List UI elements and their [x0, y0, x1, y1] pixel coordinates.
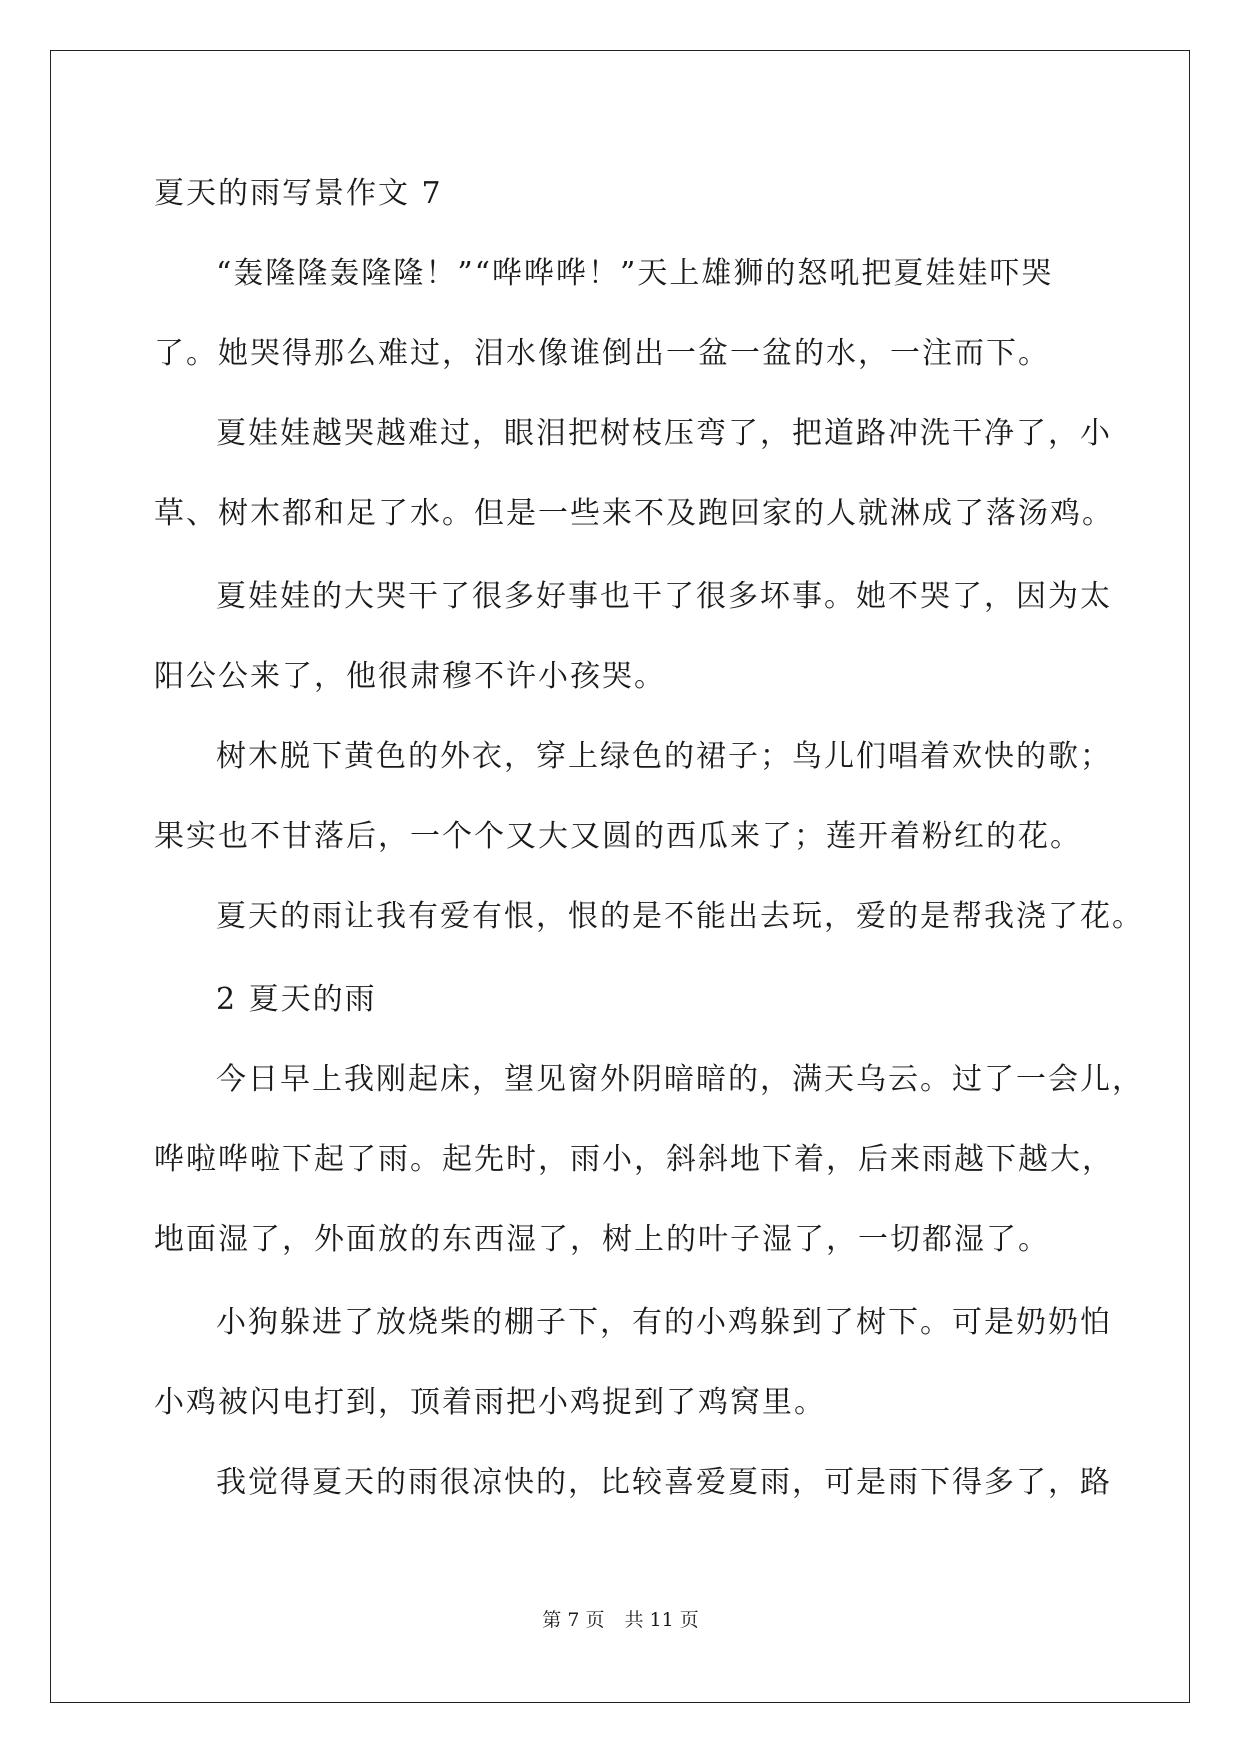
paragraph-line: 夏娃娃的大哭干了很多好事也干了很多坏事。她不哭了，因为太	[216, 579, 1112, 614]
paragraph-line: 树木脱下黄色的外衣，穿上绿色的裙子；鸟儿们唱着欢快的歌；	[216, 739, 1112, 774]
document-title: 夏天的雨写景作文 7	[154, 176, 443, 211]
page-border	[50, 50, 1190, 1703]
paragraph-line: 哗啦哗啦下起了雨。起先时，雨小，斜斜地下着，后来雨越下越大，	[154, 1142, 1114, 1177]
page-number: 第 7 页	[542, 1609, 605, 1631]
paragraph-line: 小狗躲进了放烧柴的棚子下，有的小鸡躲到了树下。可是奶奶怕	[216, 1305, 1112, 1340]
paragraph-line: 小鸡被闪电打到，顶着雨把小鸡捉到了鸡窝里。	[154, 1385, 826, 1420]
paragraph-line: 草、树木都和足了水。但是一些来不及跑回家的人就淋成了落汤鸡。	[154, 496, 1114, 531]
paragraph-line: 了。她哭得那么难过，泪水像谁倒出一盆一盆的水，一注而下。	[154, 336, 1050, 371]
section-heading: 2 夏天的雨	[216, 982, 377, 1017]
paragraph-line: 夏天的雨让我有爱有恨，恨的是不能出去玩，爱的是帮我浇了花。	[216, 899, 1144, 934]
page-total: 共 11 页	[624, 1609, 699, 1631]
paragraph-line: 夏娃娃越哭越难过，眼泪把树枝压弯了，把道路冲洗干净了，小	[216, 416, 1112, 451]
paragraph-line: 果实也不甘落后，一个个又大又圆的西瓜来了；莲开着粉红的花。	[154, 819, 1082, 854]
paragraph-line: 阳公公来了，他很肃穆不许小孩哭。	[154, 659, 666, 694]
paragraph-line: 我觉得夏天的雨很凉快的，比较喜爱夏雨，可是雨下得多了，路	[216, 1465, 1112, 1500]
paragraph-line: “轰隆隆轰隆隆！”“哗哗哗！”天上雄狮的怒吼把夏娃娃吓哭	[216, 256, 1054, 291]
paragraph-line: 今日早上我刚起床，望见窗外阴暗暗的，满天乌云。过了一会儿，	[216, 1062, 1144, 1097]
paragraph-line: 地面湿了，外面放的东西湿了，树上的叶子湿了，一切都湿了。	[154, 1222, 1050, 1257]
page-footer	[0, 1608, 1241, 1632]
